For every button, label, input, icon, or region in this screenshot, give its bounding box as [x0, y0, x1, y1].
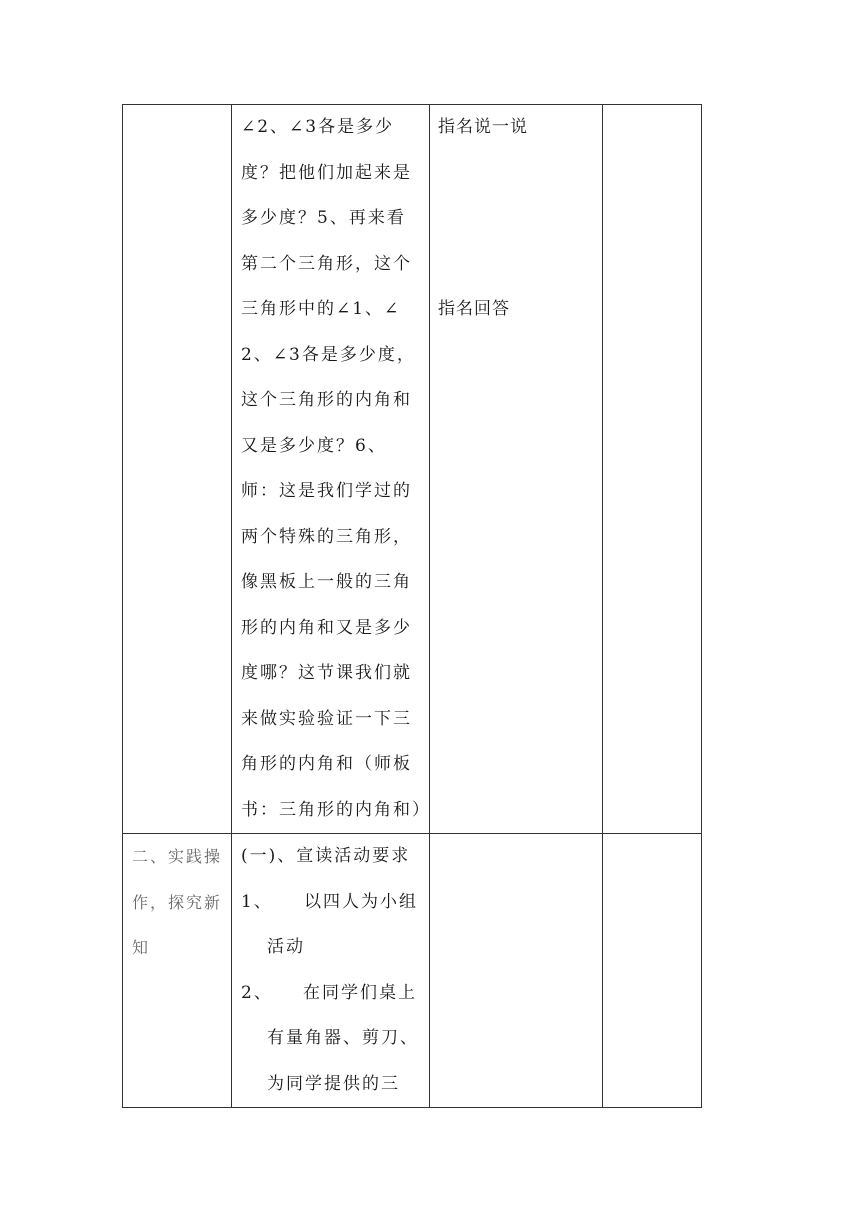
- section-title: 二、实践操作，探究新知: [132, 847, 223, 957]
- student-note: 指名说一说: [438, 117, 528, 137]
- section-cell: [123, 105, 232, 834]
- remarks-cell: [603, 834, 702, 1108]
- table-row: [123, 105, 702, 834]
- student-activity-cell: [430, 834, 603, 1108]
- activity-heading: (一)、宣读活动要求: [241, 846, 411, 866]
- list-item-text: 以四人为小组: [304, 891, 418, 912]
- student-activity-cell: [430, 105, 603, 834]
- table-row: [123, 834, 702, 1108]
- student-note: 指名回答: [438, 298, 510, 319]
- remarks-cell: [603, 105, 702, 834]
- lesson-plan-table: [122, 104, 702, 1108]
- teaching-content-cell: [232, 834, 430, 1108]
- section-cell: [123, 834, 232, 1108]
- list-item-text: 在同学们桌上: [303, 982, 417, 1003]
- list-item: [241, 971, 423, 1017]
- list-item-continuation: 有量角器、剪刀、: [267, 1028, 419, 1048]
- list-item: [241, 880, 423, 926]
- list-item-number: 1、: [241, 891, 273, 912]
- activity-requirements: [232, 834, 429, 1107]
- teaching-content-text: ∠2、∠3各是多少度？把他们加起来是多少度？5、再来看第二个三角形，这个三角形中的∠1、∠2、∠3各是多少度，这个三角形的内角和又是多少度？6、师：这是我们学过的两个特殊的三角形，像黑板上一般的三角形的内角和又是多少度哪？这节课我们就来做实验验证一下三角形的内角和（师板书：三角形的内角和）: [241, 117, 431, 820]
- list-item-continuation: 为同学提供的三: [267, 1073, 400, 1094]
- list-item-number: 2、: [241, 982, 273, 1003]
- teaching-content-cell: [232, 105, 430, 834]
- list-item-continuation: 活动: [267, 937, 305, 957]
